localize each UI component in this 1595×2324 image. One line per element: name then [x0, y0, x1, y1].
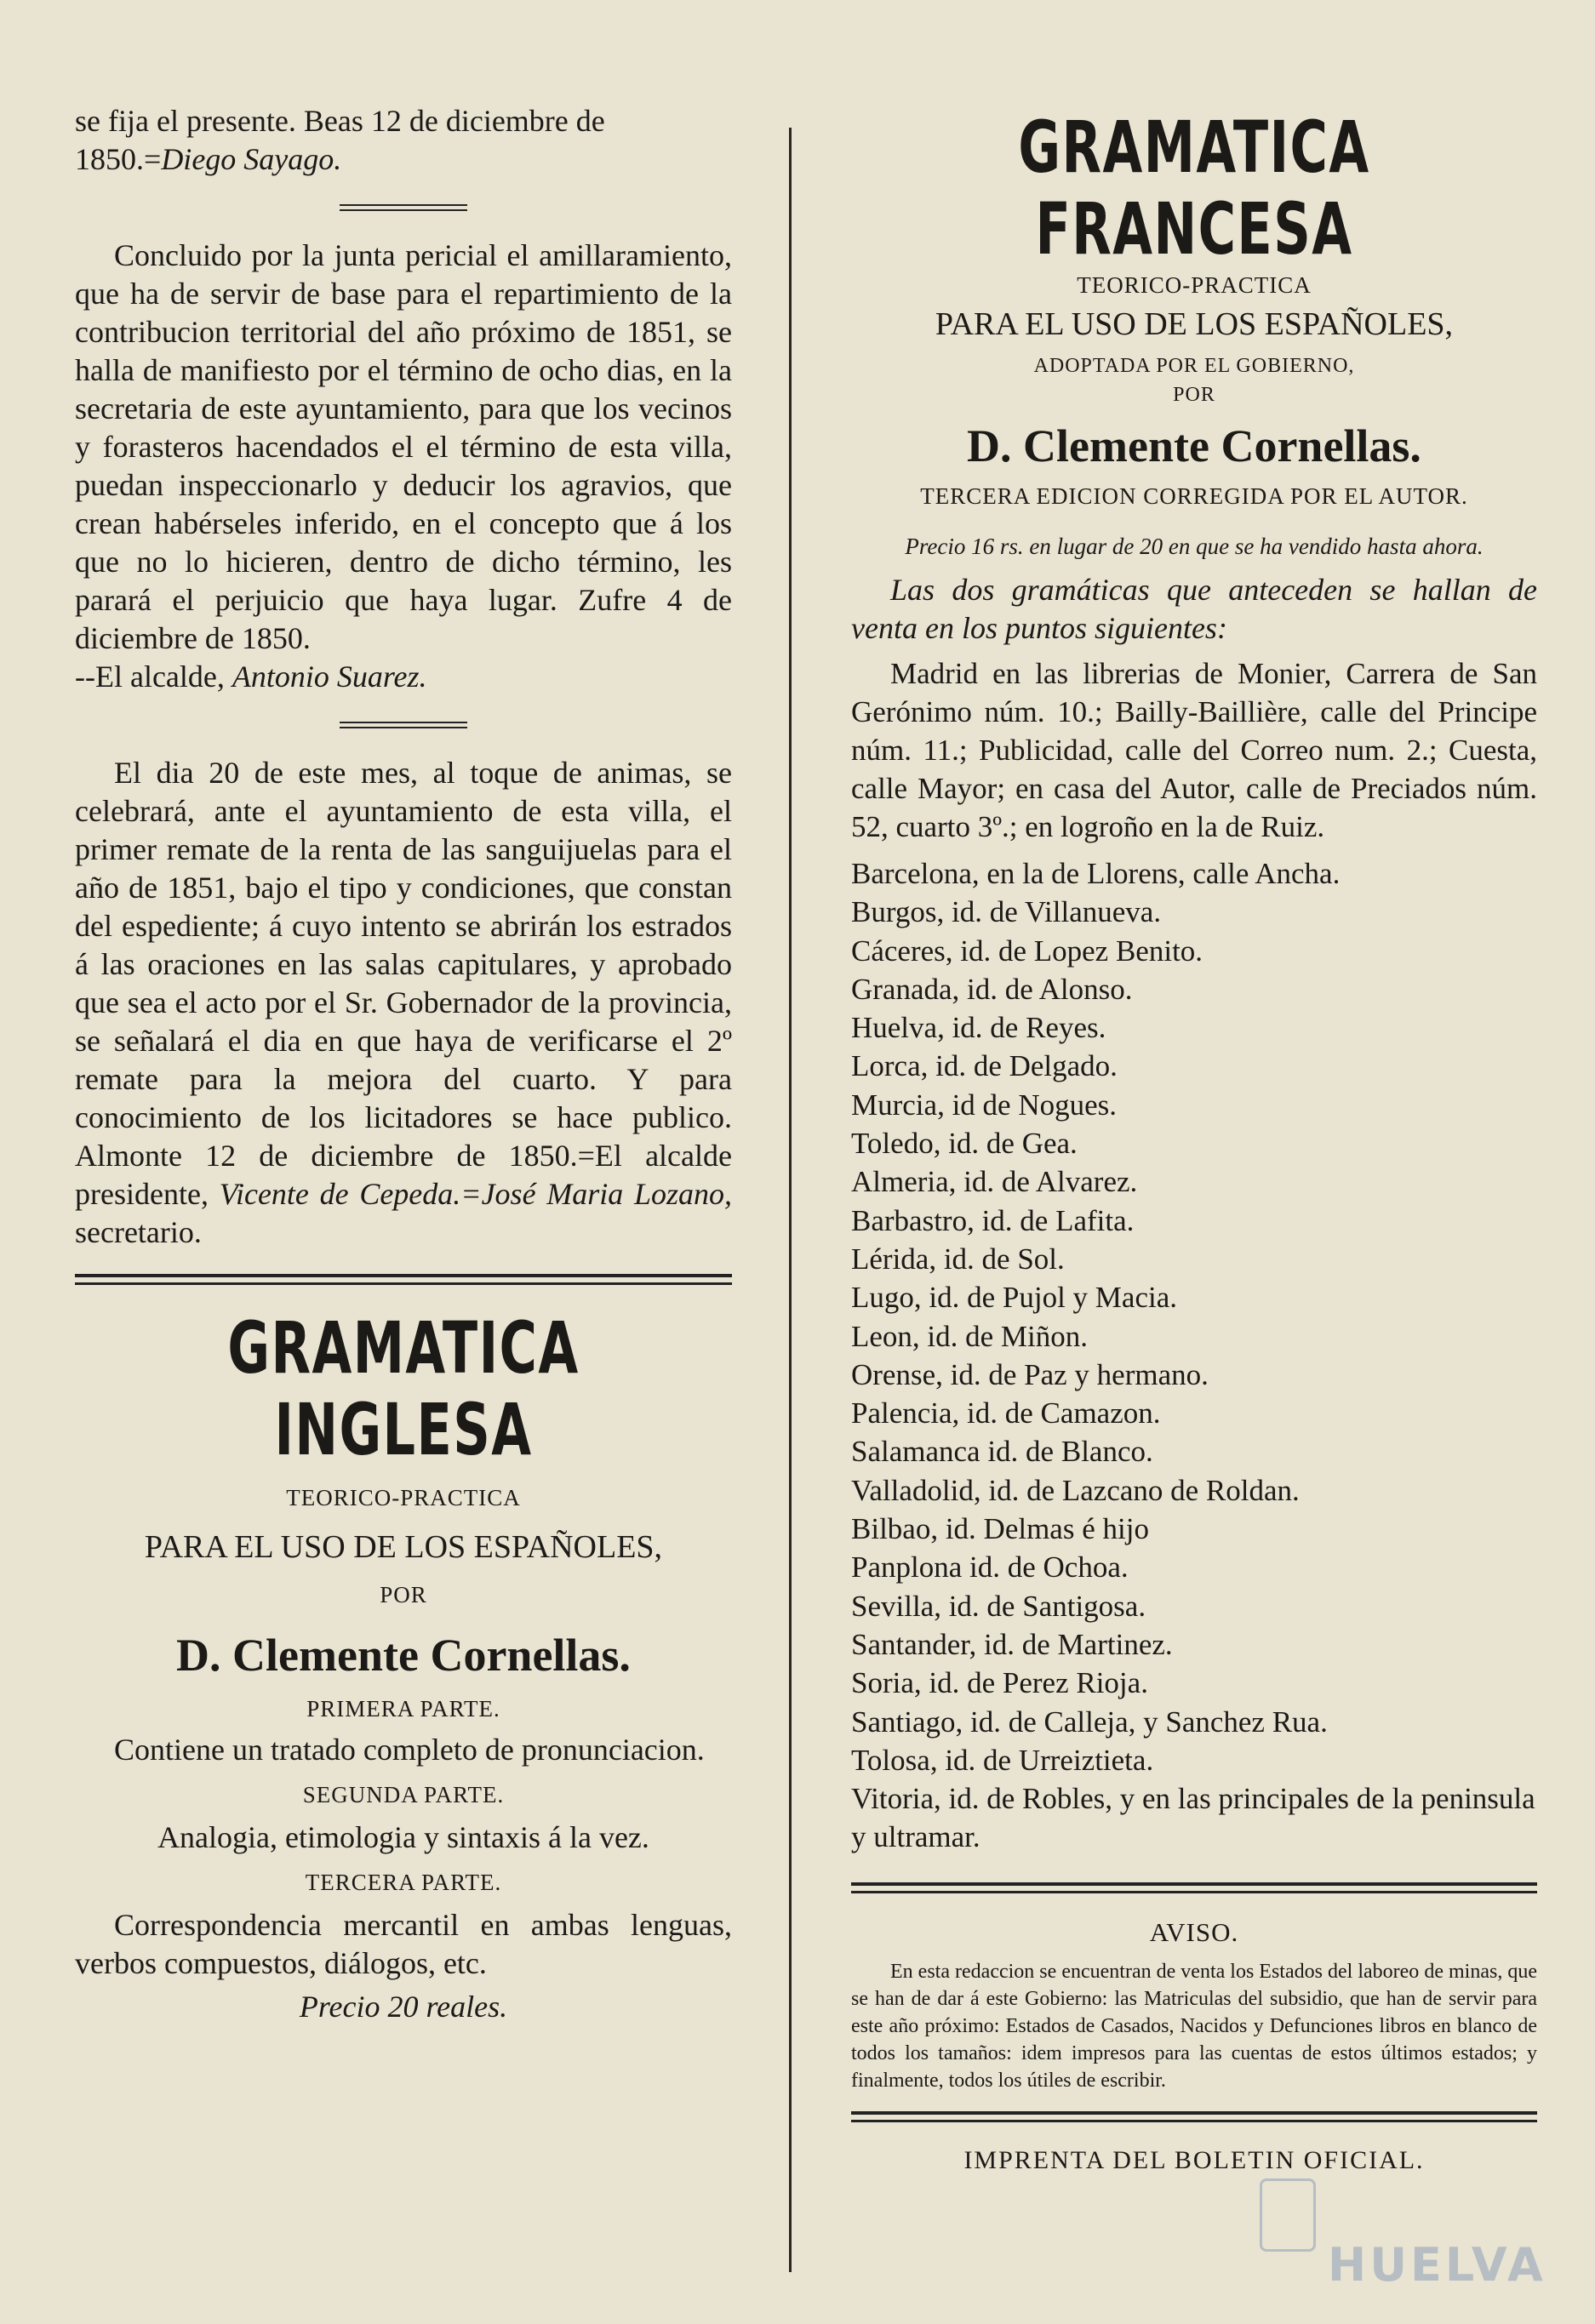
francesa-sub2: PARA EL USO DE LOS ESPAÑOLES, [935, 306, 1454, 342]
notice-beas-date: 1850.= [75, 142, 162, 176]
aviso-title: AVISO. [1149, 1916, 1239, 1947]
inglesa-part3-title: TERCERA PARTE. [305, 1870, 502, 1895]
list-item: Huelva, id. de Reyes. [851, 1011, 1106, 1045]
inglesa-part3-text: Correspondencia mercantil en ambas lenguas, verbos compuestos, diálogos, etc. [75, 1908, 732, 1980]
list-item: Barbastro, id. de Lafita. [851, 1203, 1135, 1237]
archive-seal-icon [1260, 2178, 1316, 2252]
left-column [75, 102, 732, 2026]
list-item: Palencia, id. de Camazon. [851, 1396, 1161, 1430]
francesa-title: GRAMATICA FRANCESA [1018, 106, 1370, 271]
inglesa-sub1: TEORICO-PRACTICA [286, 1485, 521, 1510]
ad-gramatica-francesa [851, 106, 1537, 1857]
notice-zufre-text: Concluido por la junta pericial el amillaramiento, que ha de servir de base para el repartimiento de la contribucion territorial del año próximo de 1851, se halla de manifiesto por el término de ocho dias, en la secretaria de este ayuntamiento, para que los vecinos y forasteros hacendados el el término de esta villa, puedan inspeccionarlo y deducir los agravios, que crean habérseles inferido, en el concepto que á los que no lo hicieren, dentro de dicho término, les parará el perjuicio que haya lugar. Zufre 4 de diciembre de 1850. [75, 238, 732, 655]
list-item: Bilbao, id. Delmas é hijo [851, 1512, 1149, 1546]
aviso-text: En esta redaccion se encuentran de venta los Estados del laboreo de minas, que se han de dar á este Gobierno: las Matriculas del subsidio, que han de servir para este año próximo: Estados de Casados, Nacidos y Defunciones libros en blanco de todos los tamaños: idem impresos para las cuentas de estos últimos estados; y finalmente, todos los útiles de escribir. [851, 1960, 1537, 2092]
double-rule [75, 1274, 732, 1285]
aviso-notice [851, 1916, 1537, 2094]
list-item: Barcelona, en la de Llorens, calle Ancha. [851, 857, 1341, 890]
notice-almonte-text: El dia 20 de este mes, al toque de animas, se celebrará, ante el ayuntamiento de esta villa, el primer remate de la renta de las sanguijuelas para el año de 1851, bajo el tipo y condiciones, que constan del espediente; á cuyo intento se abrirán los estrados á las oraciones en las salas capitulares, y aprobado que sea el acto por el Sr. Gobernador de la provincia, se señalará el dia en que haya de verificarse el 2º remate para la mejora del cuarto. Y para conocimiento de los licitadores se hace publico. Almonte 12 de diciembre de 1850.=El alcalde presidente, [75, 756, 732, 1211]
inglesa-por: POR [380, 1582, 427, 1607]
list-item: Leon, id. de Miñon. [851, 1319, 1089, 1353]
list-item: Cáceres, id. de Lopez Benito. [851, 934, 1203, 968]
list-item: Panplona id. de Ochoa. [851, 1550, 1129, 1585]
inglesa-sub2: PARA EL USO DE LOS ESPAÑOLES, [144, 1529, 663, 1565]
column-divider [789, 128, 792, 2272]
list-item: Sevilla, id. de Santigosa. [851, 1589, 1146, 1623]
sales-points-list [851, 854, 1537, 1857]
inglesa-author: D. Clemente Cornellas. [176, 1630, 631, 1681]
notice-almonte-sign-suffix: secretario. [75, 1215, 202, 1249]
francesa-sub3: ADOPTADA POR EL GOBIERNO, [1033, 355, 1355, 377]
list-item: Vitoria, id. de Robles, y en las principales de la peninsula y ultramar. [851, 1782, 1535, 1854]
list-item: Valladolid, id. de Lazcano de Roldan. [851, 1473, 1300, 1507]
list-item: Orense, id. de Paz y hermano. [851, 1357, 1209, 1391]
double-rule [851, 2111, 1537, 2122]
double-rule [851, 1882, 1537, 1893]
list-item: Santiago, id. de Calleja, y Sanchez Rua. [851, 1704, 1328, 1739]
inglesa-part1-text: Contiene un tratado completo de pronunciacion. [114, 1733, 705, 1767]
notice-zufre [75, 237, 732, 696]
notice-almonte-signature: Vicente de Cepeda.=José Maria Lozano, [219, 1177, 733, 1211]
notice-almonte [75, 754, 732, 1252]
imprenta-footer: IMPRENTA DEL BOLETIN OFICIAL. [963, 2145, 1425, 2174]
list-item: Murcia, id de Nogues. [851, 1088, 1118, 1122]
notice-zufre-sign-prefix: --El alcalde, [75, 660, 232, 694]
separator [340, 722, 467, 728]
list-item: Lérida, id. de Sol. [851, 1242, 1065, 1276]
francesa-madrid: Madrid en las librerias de Monier, Carrera de San Gerónimo núm. 10.; Bailly-Baillière, calle del Principe núm. 11.; Publicidad, calle del Correo num. 2.; Cuesta, calle Mayor; en casa del Autor, calle de Preciados núm. 52, cuarto 3º.; en logroño en la de Ruiz. [851, 657, 1537, 843]
notice-beas-line1: se fija el presente. Beas 12 de diciembre de [75, 104, 605, 138]
right-column [851, 106, 1537, 2177]
list-item: Granada, id. de Alonso. [851, 972, 1133, 1006]
inglesa-part1-title: PRIMERA PARTE. [306, 1696, 500, 1722]
list-item: Soria, id. de Perez Rioja. [851, 1666, 1148, 1700]
archive-watermark: HUELVA [1328, 2238, 1546, 2292]
francesa-price: Precio 16 rs. en lugar de 20 en que se ha vendido hasta ahora. [905, 534, 1484, 559]
list-item: Lugo, id. de Pujol y Macia. [851, 1281, 1178, 1315]
separator [340, 204, 467, 211]
list-item: Santander, id. de Martinez. [851, 1627, 1173, 1661]
list-item: Almeria, id. de Alvarez. [851, 1165, 1138, 1199]
francesa-author: D. Clemente Cornellas. [967, 420, 1421, 471]
list-item: Toledo, id. de Gea. [851, 1127, 1078, 1161]
francesa-intro: Las dos gramáticas que anteceden se hallan de venta en los puntos siguientes: [851, 573, 1537, 645]
francesa-edition: TERCERA EDICION CORREGIDA POR EL AUTOR. [920, 483, 1468, 509]
francesa-sub1: TEORICO-PRACTICA [1077, 272, 1312, 298]
inglesa-title: GRAMATICA INGLESA [227, 1306, 580, 1471]
notice-zufre-signature: Antonio Suarez. [232, 660, 427, 694]
notice-beas-signature: Diego Sayago. [161, 142, 342, 176]
ad-gramatica-inglesa [75, 1307, 732, 2026]
list-item: Burgos, id. de Villanueva. [851, 895, 1162, 929]
list-item: Tolosa, id. de Urreiztieta. [851, 1743, 1154, 1777]
list-item: Salamanca id. de Blanco. [851, 1435, 1153, 1469]
notice-beas [75, 102, 732, 179]
inglesa-part2-text: Analogia, etimologia y sintaxis á la vez. [157, 1820, 649, 1854]
list-item: Lorca, id. de Delgado. [851, 1049, 1118, 1083]
francesa-por: POR [1173, 384, 1215, 406]
inglesa-price: Precio 20 reales. [299, 1990, 508, 2024]
inglesa-part2-title: SEGUNDA PARTE. [302, 1782, 505, 1807]
